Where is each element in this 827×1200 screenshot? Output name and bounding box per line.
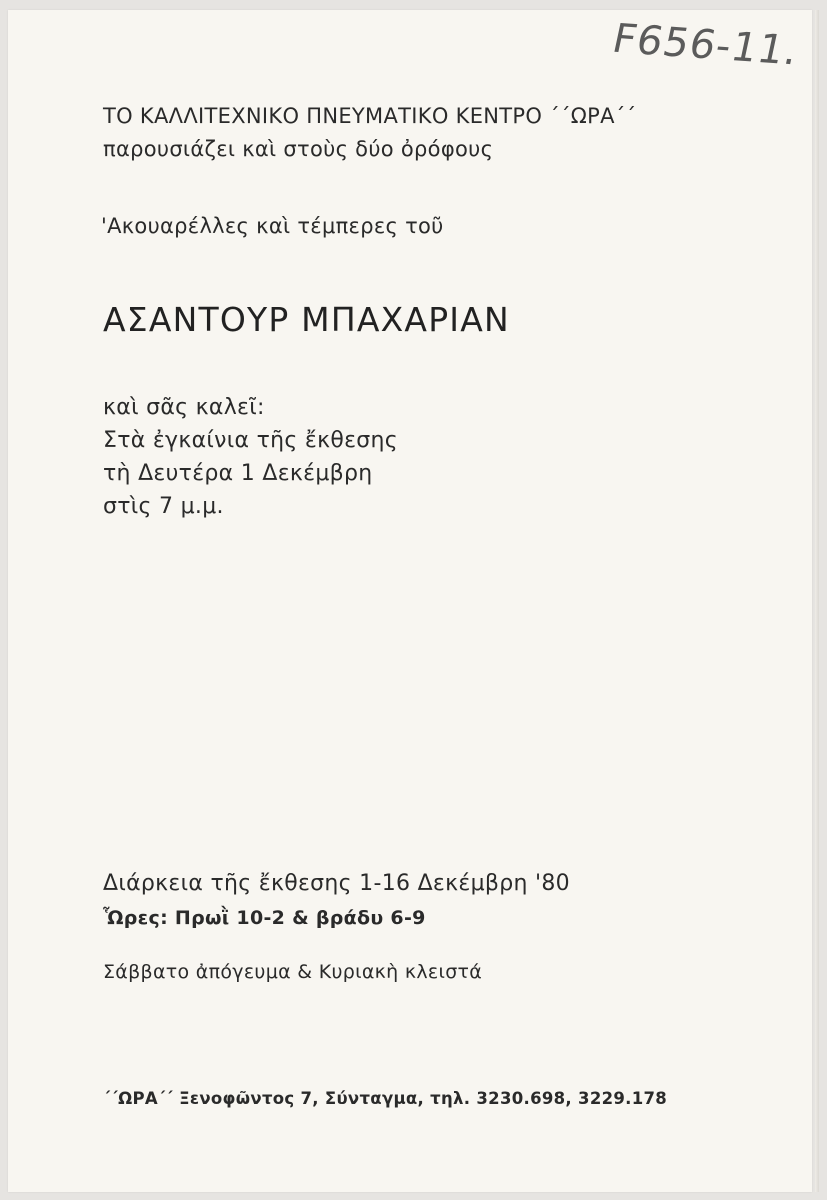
works-line: 'Ακουαρέλλες καὶ τέμπερες τοῦ [101, 214, 444, 238]
artist-name: ΑΣΑΝΤΟΥΡ ΜΠΑΧΑΡΙΑΝ [103, 300, 510, 339]
footer-address: ΄΄ΩΡΑ΄΄ Ξενοφῶντος 7, Σύνταγμα, τηλ. 3230.698, 3229.178 [103, 1089, 668, 1108]
exhibition-duration: Διάρκεια τῆς ἔκθεσης 1-16 Δεκέμβρη '80 [103, 871, 570, 896]
header-line-1: ΤΟ ΚΑΛΛΙΤΕΧΝΙΚΟ ΠΝΕΥΜΑΤΙΚΟ ΚΕΝΤΡΟ ΄΄ΩΡΑ΄΄ [103, 104, 637, 128]
closed-days: Σάββατο ἀπόγευμα & Κυριακὴ κλειστά [103, 961, 483, 983]
handwritten-annotation: F656-11. [608, 16, 803, 75]
card-edge [815, 10, 819, 1192]
invitation-card [8, 10, 812, 1192]
invitation-line-1: Στὰ ἐγκαίνια τῆς ἔκθεσης [103, 428, 398, 453]
header-line-2: παρουσιάζει καὶ στοὺς δύο ὀρόφους [103, 137, 494, 161]
opening-hours: Ὧρες: Πρωῒ 10-2 & βράδυ 6-9 [103, 907, 426, 929]
invitation-line-3: στὶς 7 μ.μ. [103, 494, 224, 519]
invitation-lead: καὶ σᾶς καλεῖ: [103, 395, 265, 420]
invitation-line-2: τὴ Δευτέρα 1 Δεκέμβρη [103, 461, 373, 486]
